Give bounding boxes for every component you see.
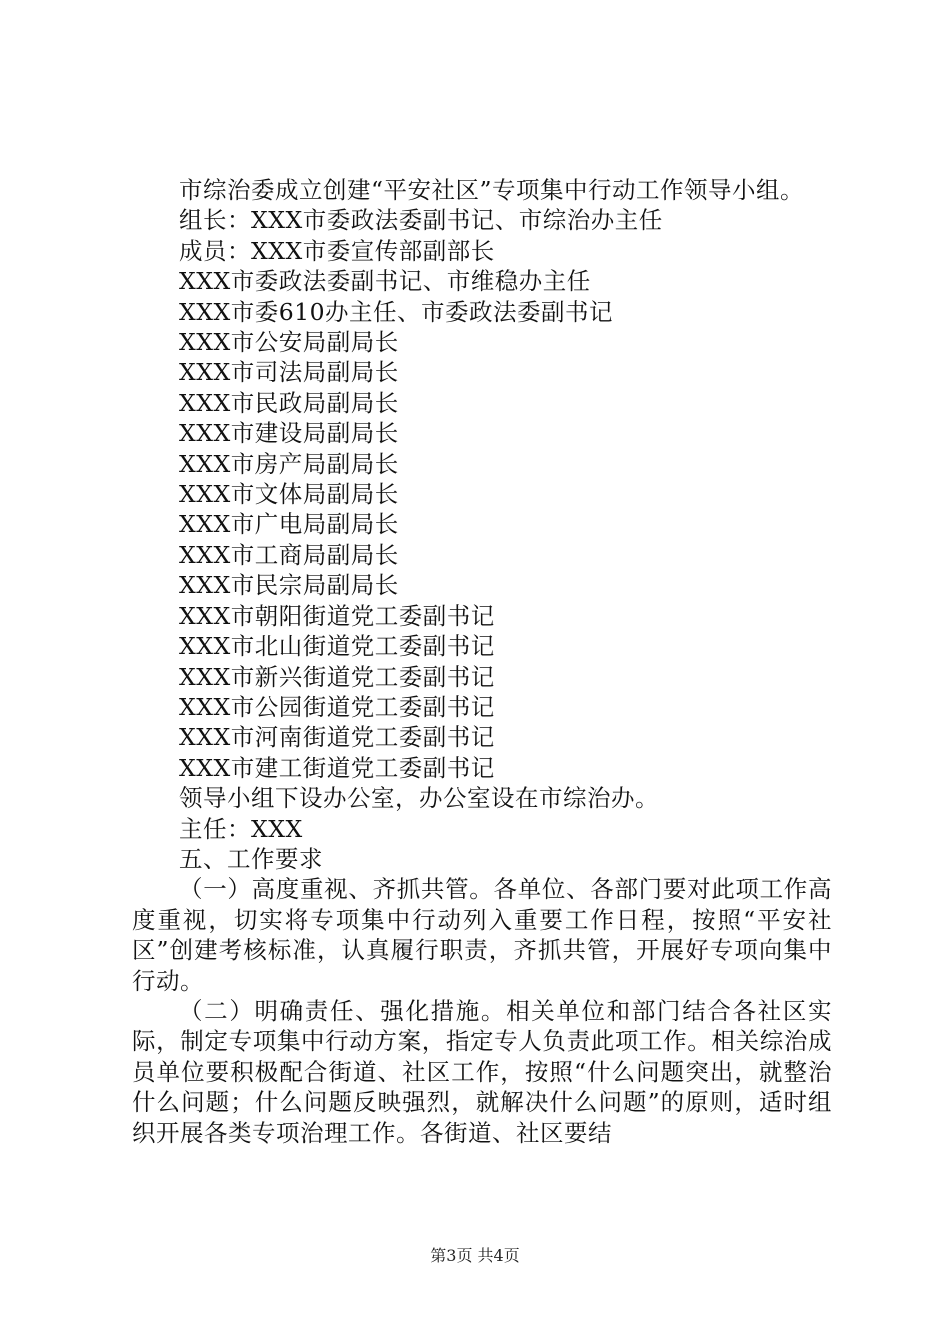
member-line: XXX市民宗局副局长 [179, 571, 399, 600]
section-heading: 五、工作要求 [179, 844, 323, 873]
member-line: XXX市公园街道党工委副书记 [179, 692, 495, 721]
director-line: 主任：XXX [179, 814, 303, 843]
member-line: XXX市工商局副局长 [179, 540, 399, 569]
member-line: XXX市建工街道党工委副书记 [179, 753, 495, 782]
member-line: XXX市委610办主任、市委政法委副书记 [179, 297, 614, 326]
member-line: XXX市公安局副局长 [179, 328, 399, 357]
requirement-paragraph-1: （一）高度重视、齐抓共管。各单位、各部门要对此项工作高度重视，切实将专项集中行动列入重要工作日程，按照“平安社区”创建考核标准，认真履行职责，齐抓共管，开展好专项向集中行动。 [132, 875, 832, 995]
member-list [132, 205, 832, 783]
member-line: XXX市民政局副局长 [179, 388, 399, 417]
page-footer [0, 1246, 950, 1266]
member-line: XXX市房产局副局长 [179, 449, 399, 478]
member-line: XXX市建设局副局长 [179, 419, 399, 448]
intro-paragraph: 市综治委成立创建“平安社区”专项集中行动工作领导小组。 [179, 176, 805, 204]
requirement-paragraph-2: （二）明确责任、强化措施。相关单位和部门结合各社区实际，制定专项集中行动方案，指定专人负责此项工作。相关综治成员单位要积极配合街道、社区工作，按照“什么问题突出，就整治什么问题；什么问题反映强烈，就解决什么问题”的原则，适时组织开展各类专项治理工作。各街道、社区要结 [132, 996, 832, 1147]
member-line: XXX市文体局副局长 [179, 480, 399, 509]
office-line: 领导小组下设办公室，办公室设在市综治办。 [179, 784, 659, 813]
member-line: XXX市委政法委副书记、市维稳办主任 [179, 267, 591, 296]
member-line: XXX市河南街道党工委副书记 [179, 723, 495, 752]
member-line: XXX市新兴街道党工委副书记 [179, 662, 495, 691]
member-line: XXX市广电局副局长 [179, 510, 399, 539]
page-number: 第3页 共4页 [430, 1246, 520, 1265]
member-line: XXX市朝阳街道党工委副书记 [179, 601, 495, 630]
member-line: XXX市司法局副局长 [179, 358, 399, 387]
document-body [132, 175, 832, 1148]
member-line: 成员：XXX市委宣传部副部长 [179, 236, 495, 265]
member-line: XXX市北山街道党工委副书记 [179, 632, 495, 661]
member-line: 组长：XXX市委政法委副书记、市综治办主任 [179, 206, 663, 235]
